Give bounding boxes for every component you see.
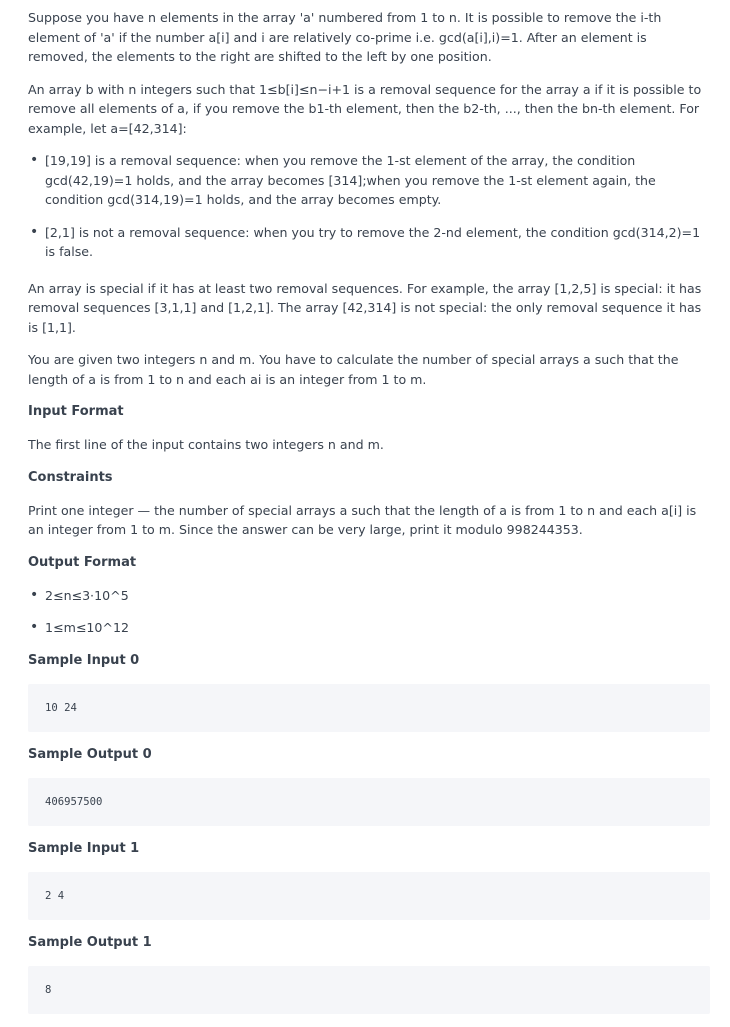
sample-output-0-code[interactable]: 406957500 (28, 778, 710, 826)
problem-content (28, 8, 710, 1027)
input-format-text: The first line of the input contains two integers n and m. (28, 437, 384, 452)
statement-paragraph-3: An array is special if it has at least two removal sequences. For example, the array [1,2,5] is special: it has removal sequences [3,1,1] and [1,2,1]. The array [42,314] is not special: the only removal sequence it has is [1,1]. (28, 280, 702, 335)
constraints-text: Print one integer — the number of special arrays a such that the length of a is from 1 to n and each a[i] is an integer from 1 to m. Since the answer can be very large, print it modulo 998244353. (28, 502, 697, 537)
output-format-list (28, 586, 710, 638)
sample-output-0-heading: Sample Output 0 (28, 746, 152, 762)
sample-output-1-code[interactable]: 8 (28, 966, 710, 1014)
statement-paragraph-1: Suppose you have n elements in the array 'a' numbered from 1 to n. It is possible to remove the i-th element of 'a' if the number a[i] and i are relatively co-prime i.e. gcd(a[i],i)=1. After an element is removed, the elements to the right are shifted to the left by one position. (28, 10, 662, 64)
sample-input-1-code[interactable]: 2 4 (28, 872, 710, 920)
sample-input-0-code[interactable]: 10 24 (28, 684, 710, 732)
example-list (28, 151, 710, 262)
constraint-item-n: • 2≤n≤3⋅10^5 (45, 586, 710, 606)
example-item-2: • [2,1] is not a removal sequence: when you try to remove the 2-nd element, the condition gcd(314,2)=1 is false. (45, 223, 710, 262)
output-format-heading: Output Format (28, 554, 137, 570)
sample-output-1-heading: Sample Output 1 (28, 934, 152, 950)
input-format-heading: Input Format (28, 404, 124, 419)
constraints-heading: Constraints (28, 469, 113, 485)
statement-paragraph-4: You are given two integers n and m. You have to calculate the number of special arrays a such that the length of a is from 1 to n and each ai is an integer from 1 to m. (28, 352, 679, 387)
constraint-item-m: • 1≤m≤10^12 (45, 618, 710, 638)
sample-input-0-heading: Sample Input 0 (28, 652, 140, 668)
statement-paragraph-2: An array b with n integers such that 1≤b[i]≤n−i+1 is a removal sequence for the array a if it is possible to remove all elements of a, if you remove the b1-th element, then the b2-th, ..., then the bn-th element. For example, let a=[42,314]: (28, 81, 702, 136)
sample-input-1-heading: Sample Input 1 (28, 840, 140, 856)
example-item-1: • [19,19] is a removal sequence: when you remove the 1-st element of the array, the condition gcd(42,19)=1 holds, and the array becomes [314];when you remove the 1-st element again, the condition gcd(314,19)=1 holds, and the array becomes empty. (45, 151, 710, 210)
